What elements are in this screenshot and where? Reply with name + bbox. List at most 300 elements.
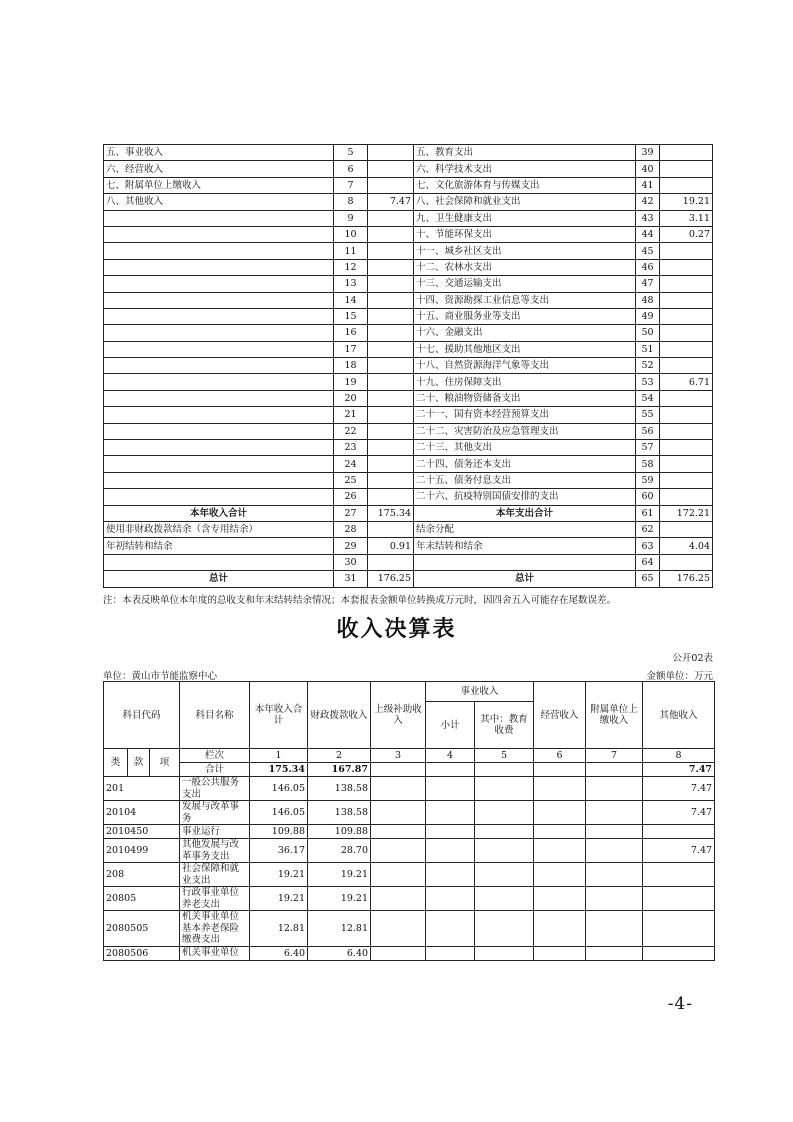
income-line-number: 10 — [334, 226, 368, 242]
income-item-label — [104, 259, 334, 275]
income-item-label: 七、附属单位上缴收入 — [104, 177, 334, 193]
expense-item-value — [660, 554, 713, 570]
income-line-number: 17 — [334, 341, 368, 357]
expense-line-number: 40 — [636, 161, 660, 177]
table-row — [104, 489, 713, 505]
expense-item-label: 十七、援助其他地区支出 — [414, 341, 636, 357]
row-edu — [475, 946, 534, 960]
table-row — [104, 210, 713, 226]
expense-item-value — [660, 145, 713, 161]
table-row — [104, 472, 713, 488]
income-item-label — [104, 489, 334, 505]
header-xiang: 项 — [150, 749, 180, 777]
expense-line-number: 41 — [636, 177, 660, 193]
expense-line-number: 64 — [636, 554, 660, 570]
expense-total-value: 172.21 — [660, 505, 713, 521]
expense-item-label — [414, 554, 636, 570]
expense-item-label: 二十一、国有资本经营预算支出 — [414, 407, 636, 423]
table-row — [104, 538, 713, 554]
expense-item-label: 七、文化旅游体育与传媒支出 — [414, 177, 636, 193]
table-row — [104, 358, 713, 374]
income-line-number: 16 — [334, 325, 368, 341]
subject-code: 20104 — [104, 801, 180, 825]
table-row — [104, 341, 713, 357]
expense-total-label: 本年支出合计 — [414, 505, 636, 521]
row-other — [643, 946, 715, 960]
row-total: 109.88 — [250, 825, 308, 839]
expense-line-number: 57 — [636, 440, 660, 456]
income-item-value — [368, 358, 414, 374]
row-operating — [534, 911, 586, 947]
row-affiliated — [586, 863, 643, 887]
table-row — [104, 911, 715, 947]
expense-item-label: 二十六、抗疫特别国债安排的支出 — [414, 489, 636, 505]
income-item-value — [368, 489, 414, 505]
row-operating — [534, 887, 586, 911]
row-other: 7.47 — [643, 839, 715, 863]
subject-code: 208 — [104, 863, 180, 887]
row-edu — [475, 777, 534, 801]
income-item-label — [104, 456, 334, 472]
expense-line-number: 47 — [636, 276, 660, 292]
row-fiscal: 6.40 — [308, 946, 371, 960]
row-affiliated — [586, 887, 643, 911]
income-total-line-number: 27 — [334, 505, 368, 521]
subject-name: 机关事业单位 — [180, 946, 250, 960]
income-item-value — [368, 341, 414, 357]
row-business-subtotal — [426, 839, 475, 863]
income-line-number: 12 — [334, 259, 368, 275]
expense-item-label: 十八、自然资源海洋气象等支出 — [414, 358, 636, 374]
col-number: 3 — [371, 749, 426, 763]
income-total-value: 176.25 — [368, 571, 414, 587]
expense-line-number: 54 — [636, 390, 660, 406]
row-edu — [475, 839, 534, 863]
table-row — [104, 456, 713, 472]
table-row — [104, 308, 713, 324]
income-item-label — [104, 210, 334, 226]
row-operating — [534, 801, 586, 825]
header-superior: 上级补助收入 — [371, 682, 426, 749]
income-item-value — [368, 276, 414, 292]
row-edu — [475, 863, 534, 887]
income-item-value — [368, 243, 414, 259]
expense-item-label: 十、节能环保支出 — [414, 226, 636, 242]
col-number: 6 — [534, 749, 586, 763]
subject-name: 行政事业单位养老支出 — [180, 887, 250, 911]
income-item-value — [368, 521, 414, 537]
expense-item-label: 二十二、灾害防治及应急管理支出 — [414, 423, 636, 439]
page-title: 收入决算表 — [336, 617, 457, 642]
expense-item-value — [660, 472, 713, 488]
row-superior — [371, 887, 426, 911]
income-item-value — [368, 226, 414, 242]
row-fiscal: 19.21 — [308, 887, 371, 911]
row-fiscal: 109.88 — [308, 825, 371, 839]
income-total-value: 175.34 — [368, 505, 414, 521]
income-item-label — [104, 341, 334, 357]
table-note: 注：本表反映单位本年度的总收支和年末结转结余情况；本套报表金额单位转换成万元时，因四舍五入可能存在尾数误差。 — [103, 595, 617, 606]
table-row — [104, 177, 713, 193]
sum-label: 合计 — [180, 763, 250, 777]
income-item-value — [368, 325, 414, 341]
expense-line-number: 44 — [636, 226, 660, 242]
expense-item-label: 八、社会保障和就业支出 — [414, 194, 636, 210]
income-item-value — [368, 374, 414, 390]
income-total-label: 总计 — [104, 571, 334, 587]
expense-total-label: 总计 — [414, 571, 636, 587]
row-operating — [534, 839, 586, 863]
expense-item-label: 二十四、债务还本支出 — [414, 456, 636, 472]
expense-item-value: 4.04 — [660, 538, 713, 554]
income-item-value — [368, 292, 414, 308]
header-name: 科目名称 — [180, 682, 250, 749]
col-number: 4 — [426, 749, 475, 763]
subject-name: 发展与改革事务 — [180, 801, 250, 825]
header-operating: 经营收入 — [534, 682, 586, 749]
expense-line-number: 39 — [636, 145, 660, 161]
income-item-value — [368, 177, 414, 193]
row-other — [643, 887, 715, 911]
expense-item-value — [660, 341, 713, 357]
summary-table — [103, 144, 713, 588]
expense-line-number: 59 — [636, 472, 660, 488]
income-item-label — [104, 276, 334, 292]
table-row — [104, 887, 715, 911]
income-item-label — [104, 374, 334, 390]
header-other: 其他收入 — [643, 682, 715, 749]
page-number: -4- — [667, 994, 693, 1014]
income-item-label: 五、事业收入 — [104, 145, 334, 161]
expense-item-label: 九、卫生健康支出 — [414, 210, 636, 226]
row-business-subtotal — [426, 887, 475, 911]
row-other — [643, 825, 715, 839]
row-other: 7.47 — [643, 801, 715, 825]
header-lanci: 栏次 — [180, 749, 250, 763]
expense-item-label: 十五、商业服务业等支出 — [414, 308, 636, 324]
subject-code: 2080506 — [104, 946, 180, 960]
expense-line-number: 62 — [636, 521, 660, 537]
income-total-label: 本年收入合计 — [104, 505, 334, 521]
expense-line-number: 51 — [636, 341, 660, 357]
expense-item-value — [660, 407, 713, 423]
expense-item-label: 结余分配 — [414, 521, 636, 537]
table-row — [104, 194, 713, 210]
expense-item-value: 3.11 — [660, 210, 713, 226]
expense-item-label: 五、教育支出 — [414, 145, 636, 161]
income-item-label — [104, 358, 334, 374]
income-item-value — [368, 259, 414, 275]
row-edu — [475, 801, 534, 825]
subject-name: 机关事业单位基本养老保险缴费支出 — [180, 911, 250, 947]
income-item-value — [368, 308, 414, 324]
expense-item-value — [660, 161, 713, 177]
row-operating — [534, 863, 586, 887]
grand-total-row — [104, 571, 713, 587]
expense-item-label: 十四、资源勘探工业信息等支出 — [414, 292, 636, 308]
expense-item-value — [660, 308, 713, 324]
table-row — [104, 863, 715, 887]
row-other — [643, 911, 715, 947]
header-fiscal: 财政拨款收入 — [308, 682, 371, 749]
row-superior — [371, 946, 426, 960]
expense-line-number: 52 — [636, 358, 660, 374]
form-number: 公开02表 — [672, 653, 713, 664]
income-item-value: 7.47 — [368, 194, 414, 210]
table-row — [104, 777, 715, 801]
table-row — [104, 292, 713, 308]
row-business-subtotal — [426, 946, 475, 960]
expense-item-label: 二十三、其他支出 — [414, 440, 636, 456]
row-superior — [371, 911, 426, 947]
row-affiliated — [586, 911, 643, 947]
header-business: 事业收入 — [426, 682, 534, 702]
subject-code: 2080505 — [104, 911, 180, 947]
expense-item-value — [660, 292, 713, 308]
table-row — [104, 407, 713, 423]
sum-total: 175.34 — [250, 763, 308, 777]
table-row — [104, 521, 713, 537]
income-line-number: 5 — [334, 145, 368, 161]
row-other — [643, 863, 715, 887]
row-superior — [371, 825, 426, 839]
income-line-number: 11 — [334, 243, 368, 259]
income-item-value — [368, 472, 414, 488]
table-row — [104, 325, 713, 341]
row-affiliated — [586, 777, 643, 801]
expense-total-value: 176.25 — [660, 571, 713, 587]
table-row — [104, 276, 713, 292]
income-item-value — [368, 456, 414, 472]
row-total: 12.81 — [250, 911, 308, 947]
table-row — [104, 946, 715, 960]
expense-line-number: 60 — [636, 489, 660, 505]
income-line-number: 18 — [334, 358, 368, 374]
row-affiliated — [586, 839, 643, 863]
income-line-number: 7 — [334, 177, 368, 193]
income-item-value — [368, 440, 414, 456]
header-kuan: 款 — [128, 749, 150, 777]
income-item-label — [104, 390, 334, 406]
row-superior — [371, 801, 426, 825]
subject-code: 2010499 — [104, 839, 180, 863]
col-number: 2 — [308, 749, 371, 763]
table-row — [104, 839, 715, 863]
income-line-number: 29 — [334, 538, 368, 554]
income-item-value — [368, 554, 414, 570]
row-business-subtotal — [426, 825, 475, 839]
income-line-number: 14 — [334, 292, 368, 308]
row-business-subtotal — [426, 777, 475, 801]
expense-item-label: 十六、金融支出 — [414, 325, 636, 341]
income-item-label — [104, 325, 334, 341]
income-line-number: 28 — [334, 521, 368, 537]
row-edu — [475, 911, 534, 947]
expense-line-number: 58 — [636, 456, 660, 472]
subject-name: 事业运行 — [180, 825, 250, 839]
header-lei: 类 — [104, 749, 128, 777]
expense-item-label: 六、科学技术支出 — [414, 161, 636, 177]
table-row — [104, 226, 713, 242]
expense-item-value — [660, 177, 713, 193]
expense-item-value — [660, 521, 713, 537]
row-operating — [534, 946, 586, 960]
subject-code: 201 — [104, 777, 180, 801]
header-total: 本年收入合计 — [250, 682, 308, 749]
row-superior — [371, 863, 426, 887]
income-line-number: 15 — [334, 308, 368, 324]
income-item-value — [368, 407, 414, 423]
table-row — [104, 390, 713, 406]
income-line-number: 22 — [334, 423, 368, 439]
income-total-line-number: 31 — [334, 571, 368, 587]
col-number: 7 — [586, 749, 643, 763]
expense-item-label: 二十五、债务付息支出 — [414, 472, 636, 488]
row-operating — [534, 777, 586, 801]
table-row — [104, 440, 713, 456]
col-number: 5 — [475, 749, 534, 763]
expense-item-value — [660, 358, 713, 374]
table-row — [104, 145, 713, 161]
row-total: 36.17 — [250, 839, 308, 863]
col-number: 8 — [643, 749, 715, 763]
income-item-value — [368, 423, 414, 439]
expense-line-number: 42 — [636, 194, 660, 210]
income-line-number: 24 — [334, 456, 368, 472]
income-item-label — [104, 423, 334, 439]
expense-item-label: 十三、交通运输支出 — [414, 276, 636, 292]
income-item-label — [104, 292, 334, 308]
expense-line-number: 53 — [636, 374, 660, 390]
income-line-number: 13 — [334, 276, 368, 292]
row-fiscal: 12.81 — [308, 911, 371, 947]
expense-line-number: 49 — [636, 308, 660, 324]
row-superior — [371, 777, 426, 801]
expense-line-number: 50 — [636, 325, 660, 341]
expense-line-number: 48 — [636, 292, 660, 308]
income-item-value — [368, 145, 414, 161]
income-item-label: 使用非财政拨款结余（含专用结余） — [104, 521, 334, 537]
income-item-label: 六、经营收入 — [104, 161, 334, 177]
income-item-value — [368, 210, 414, 226]
expense-item-label: 十二、农林水支出 — [414, 259, 636, 275]
subject-name: 社会保障和就业支出 — [180, 863, 250, 887]
income-item-label — [104, 472, 334, 488]
row-fiscal: 19.21 — [308, 863, 371, 887]
row-fiscal: 28.70 — [308, 839, 371, 863]
income-line-number: 25 — [334, 472, 368, 488]
expense-line-number: 45 — [636, 243, 660, 259]
row-edu — [475, 887, 534, 911]
table-row — [104, 825, 715, 839]
subject-code: 2010450 — [104, 825, 180, 839]
income-item-label: 八、其他收入 — [104, 194, 334, 210]
row-operating — [534, 825, 586, 839]
expense-item-label: 年末结转和结余 — [414, 538, 636, 554]
income-line-number: 20 — [334, 390, 368, 406]
row-business-subtotal — [426, 863, 475, 887]
table-row — [104, 554, 713, 570]
row-business-subtotal — [426, 801, 475, 825]
expense-line-number: 56 — [636, 423, 660, 439]
sum-other: 7.47 — [643, 763, 715, 777]
income-line-number: 8 — [334, 194, 368, 210]
income-item-label — [104, 554, 334, 570]
table-row — [104, 161, 713, 177]
income-item-label — [104, 243, 334, 259]
year-total-row — [104, 505, 713, 521]
row-edu — [475, 825, 534, 839]
income-line-number: 26 — [334, 489, 368, 505]
header-code: 科目代码 — [104, 682, 180, 749]
expense-item-label: 二十、粮油物资储备支出 — [414, 390, 636, 406]
header-subtotal: 小计 — [426, 702, 475, 749]
table-row — [104, 423, 713, 439]
expense-line-number: 63 — [636, 538, 660, 554]
expense-item-value — [660, 456, 713, 472]
income-item-value — [368, 161, 414, 177]
expense-item-label: 十一、城乡社区支出 — [414, 243, 636, 259]
row-total: 6.40 — [250, 946, 308, 960]
income-item-label — [104, 440, 334, 456]
col-number: 1 — [250, 749, 308, 763]
income-line-number: 19 — [334, 374, 368, 390]
income-line-number: 30 — [334, 554, 368, 570]
income-item-label: 年初结转和结余 — [104, 538, 334, 554]
row-superior — [371, 839, 426, 863]
income-item-value — [368, 390, 414, 406]
unit-label: 单位：黄山市节能监察中心 — [103, 671, 218, 682]
row-affiliated — [586, 825, 643, 839]
header-edu: 其中：教育收费 — [475, 702, 534, 749]
table-row — [104, 259, 713, 275]
sum-fiscal: 167.87 — [308, 763, 371, 777]
income-line-number: 6 — [334, 161, 368, 177]
subject-code: 20805 — [104, 887, 180, 911]
expense-item-value: 0.27 — [660, 226, 713, 242]
row-other: 7.47 — [643, 777, 715, 801]
row-business-subtotal — [426, 911, 475, 947]
expense-line-number: 46 — [636, 259, 660, 275]
row-fiscal: 138.58 — [308, 777, 371, 801]
expense-line-number: 43 — [636, 210, 660, 226]
row-total: 19.21 — [250, 887, 308, 911]
table-row — [104, 243, 713, 259]
subject-name: 其他发展与改革事务支出 — [180, 839, 250, 863]
expense-item-value: 19.21 — [660, 194, 713, 210]
income-item-value: 0.91 — [368, 538, 414, 554]
table-row — [104, 374, 713, 390]
expense-item-value — [660, 423, 713, 439]
expense-item-value — [660, 243, 713, 259]
row-affiliated — [586, 946, 643, 960]
expense-item-value — [660, 440, 713, 456]
expense-item-value — [660, 276, 713, 292]
header-affiliated: 附属单位上缴收入 — [586, 682, 643, 749]
expense-total-line-number: 61 — [636, 505, 660, 521]
income-table — [103, 681, 715, 961]
amount-unit-label: 金额单位：万元 — [646, 671, 713, 682]
row-total: 146.05 — [250, 801, 308, 825]
expense-line-number: 55 — [636, 407, 660, 423]
subject-name: 一般公共服务支出 — [180, 777, 250, 801]
row-fiscal: 138.58 — [308, 801, 371, 825]
row-affiliated — [586, 801, 643, 825]
expense-item-value: 6.71 — [660, 374, 713, 390]
expense-total-line-number: 65 — [636, 571, 660, 587]
expense-item-value — [660, 325, 713, 341]
expense-item-value — [660, 390, 713, 406]
